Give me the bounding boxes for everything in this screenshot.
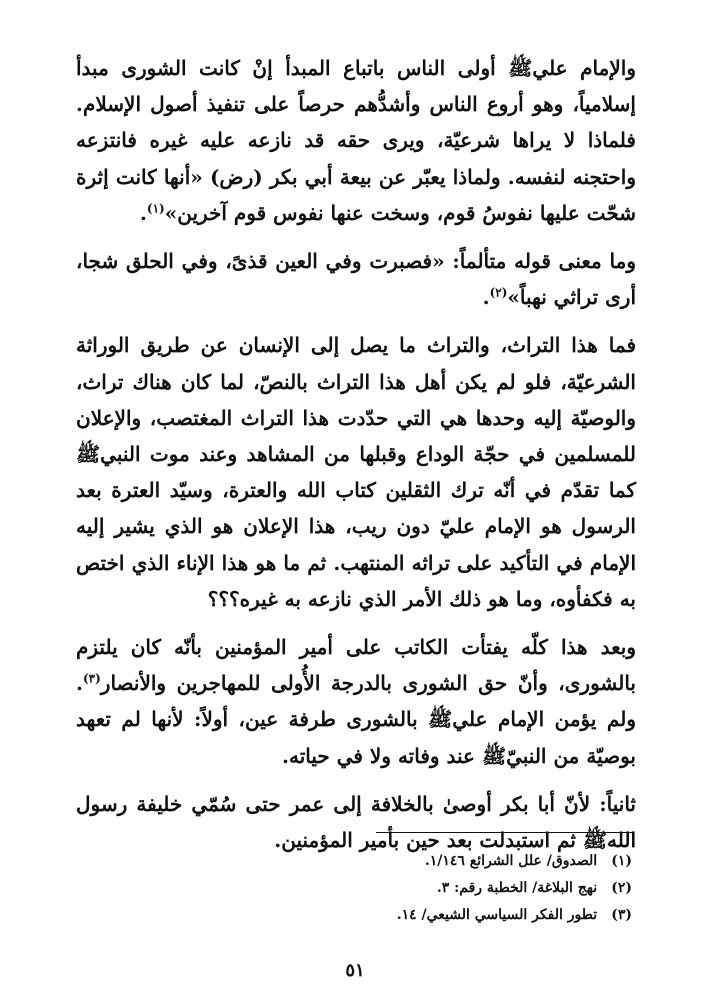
paragraph-text: والإمام عليﷺ أولى الناس باتباع المبدأ إنْ كانت الشورى مبدأ إسلامياً، وهو أروع الناس وأشدُّهم حرصاً على تنفيذ أصول الإسلام. فلماذا لا يراها شرعيّة، ويرى حقه قد نازعه عليه غيره فانتزعه واحتجنه لنفسه. ولماذا يعبّر عن بيعة أبي بكر (رض) «أنها كانت إثرة شحّت عليها نفوسُ قوم، وسخت عنها نفوس قوم آخرين»: [76, 56, 636, 225]
footnote-text: نهج البلاغة/ الخطبة رقم: ٣.: [436, 880, 598, 896]
footnote-text: الصدوق/ علل الشرائع ١/١٤٦.: [424, 853, 598, 869]
paragraph-end: .: [139, 200, 147, 225]
paragraph-text: ثانياً: لأنّ أبا بكر أوصىٰ بالخلافة إلى عمر حتى سُمّي خليفة رسول اللهﷺ ثم استبدلت بعد حين بأمير المؤمنين.: [76, 791, 636, 853]
footnote-marker-1: (١): [146, 201, 165, 216]
footnote-marker-2: (٢): [489, 285, 508, 300]
paragraph-3: [76, 327, 636, 617]
footnote-divider: [376, 832, 632, 833]
footnote-3: [76, 902, 632, 929]
footnote-2: [76, 875, 632, 902]
footnote-text: تطور الفكر السياسي الشيعي/ ١٤.: [396, 907, 598, 923]
footnote-number: (١): [611, 853, 632, 869]
footnote-number: (٣): [611, 907, 632, 923]
paragraph-end: .: [482, 285, 490, 310]
footnotes: [76, 848, 632, 929]
body-text: [76, 50, 636, 858]
paragraph-text: وبعد هذا كلّه يفتأت الكاتب على أمير المؤمنين بأنّه كان يلتزم بالشورى، وأنّ حق الشورى بالدرجة الأُولى للمهاجرين والأنصار: [76, 635, 636, 696]
footnote-1: [76, 848, 632, 875]
paragraph-2: [76, 243, 636, 315]
paragraph-text: وما معنى قوله متألماً: «فصبرت وفي العين قذىً، وفي الحلق شجا، أرى تراثي نهباً»: [76, 249, 636, 310]
paragraph-1: [76, 50, 636, 231]
paragraph-4: [76, 629, 636, 774]
footnote-number: (٢): [611, 880, 632, 896]
page-number: ٥١: [345, 960, 365, 981]
paragraph-text-continued: . ولم يؤمن الإمام عليﷺ بالشورى طرفة عين، أولاً: لأنها لم تعهد بوصيّة من النبيّﷺ عند وفاته ولا في حياته.: [76, 671, 636, 768]
footnote-marker-3: (٣): [82, 671, 101, 686]
paragraph-text: فما هذا التراث، والتراث ما يصل إلى الإنسان عن طريق الوراثة الشرعيّة، فلو لم يكن أهل هذا التراث بالنصّ، لما كان هناك تراث، والوصيّة إليه وحدها هي التي حدّدت هذا التراث المغتصب، والإعلان للمسلمين في حجّة الوداع وقبلها من المشاهد وعند موت النبيﷺ كما تقدّم في أنّه ترك الثقلين كتاب الله والعترة، وسيّد العترة بعد الرسول هو الإمام عليّ دون ريب، هذا الإعلان هو الذي يشير إليه الإمام في التأكيد على تراثه المنتهب. ثم ما هو هذا الإناء الذي اختص به فكفأوه، وما هو ذلك الأمر الذي نازعه به غيره؟؟؟: [76, 333, 636, 611]
